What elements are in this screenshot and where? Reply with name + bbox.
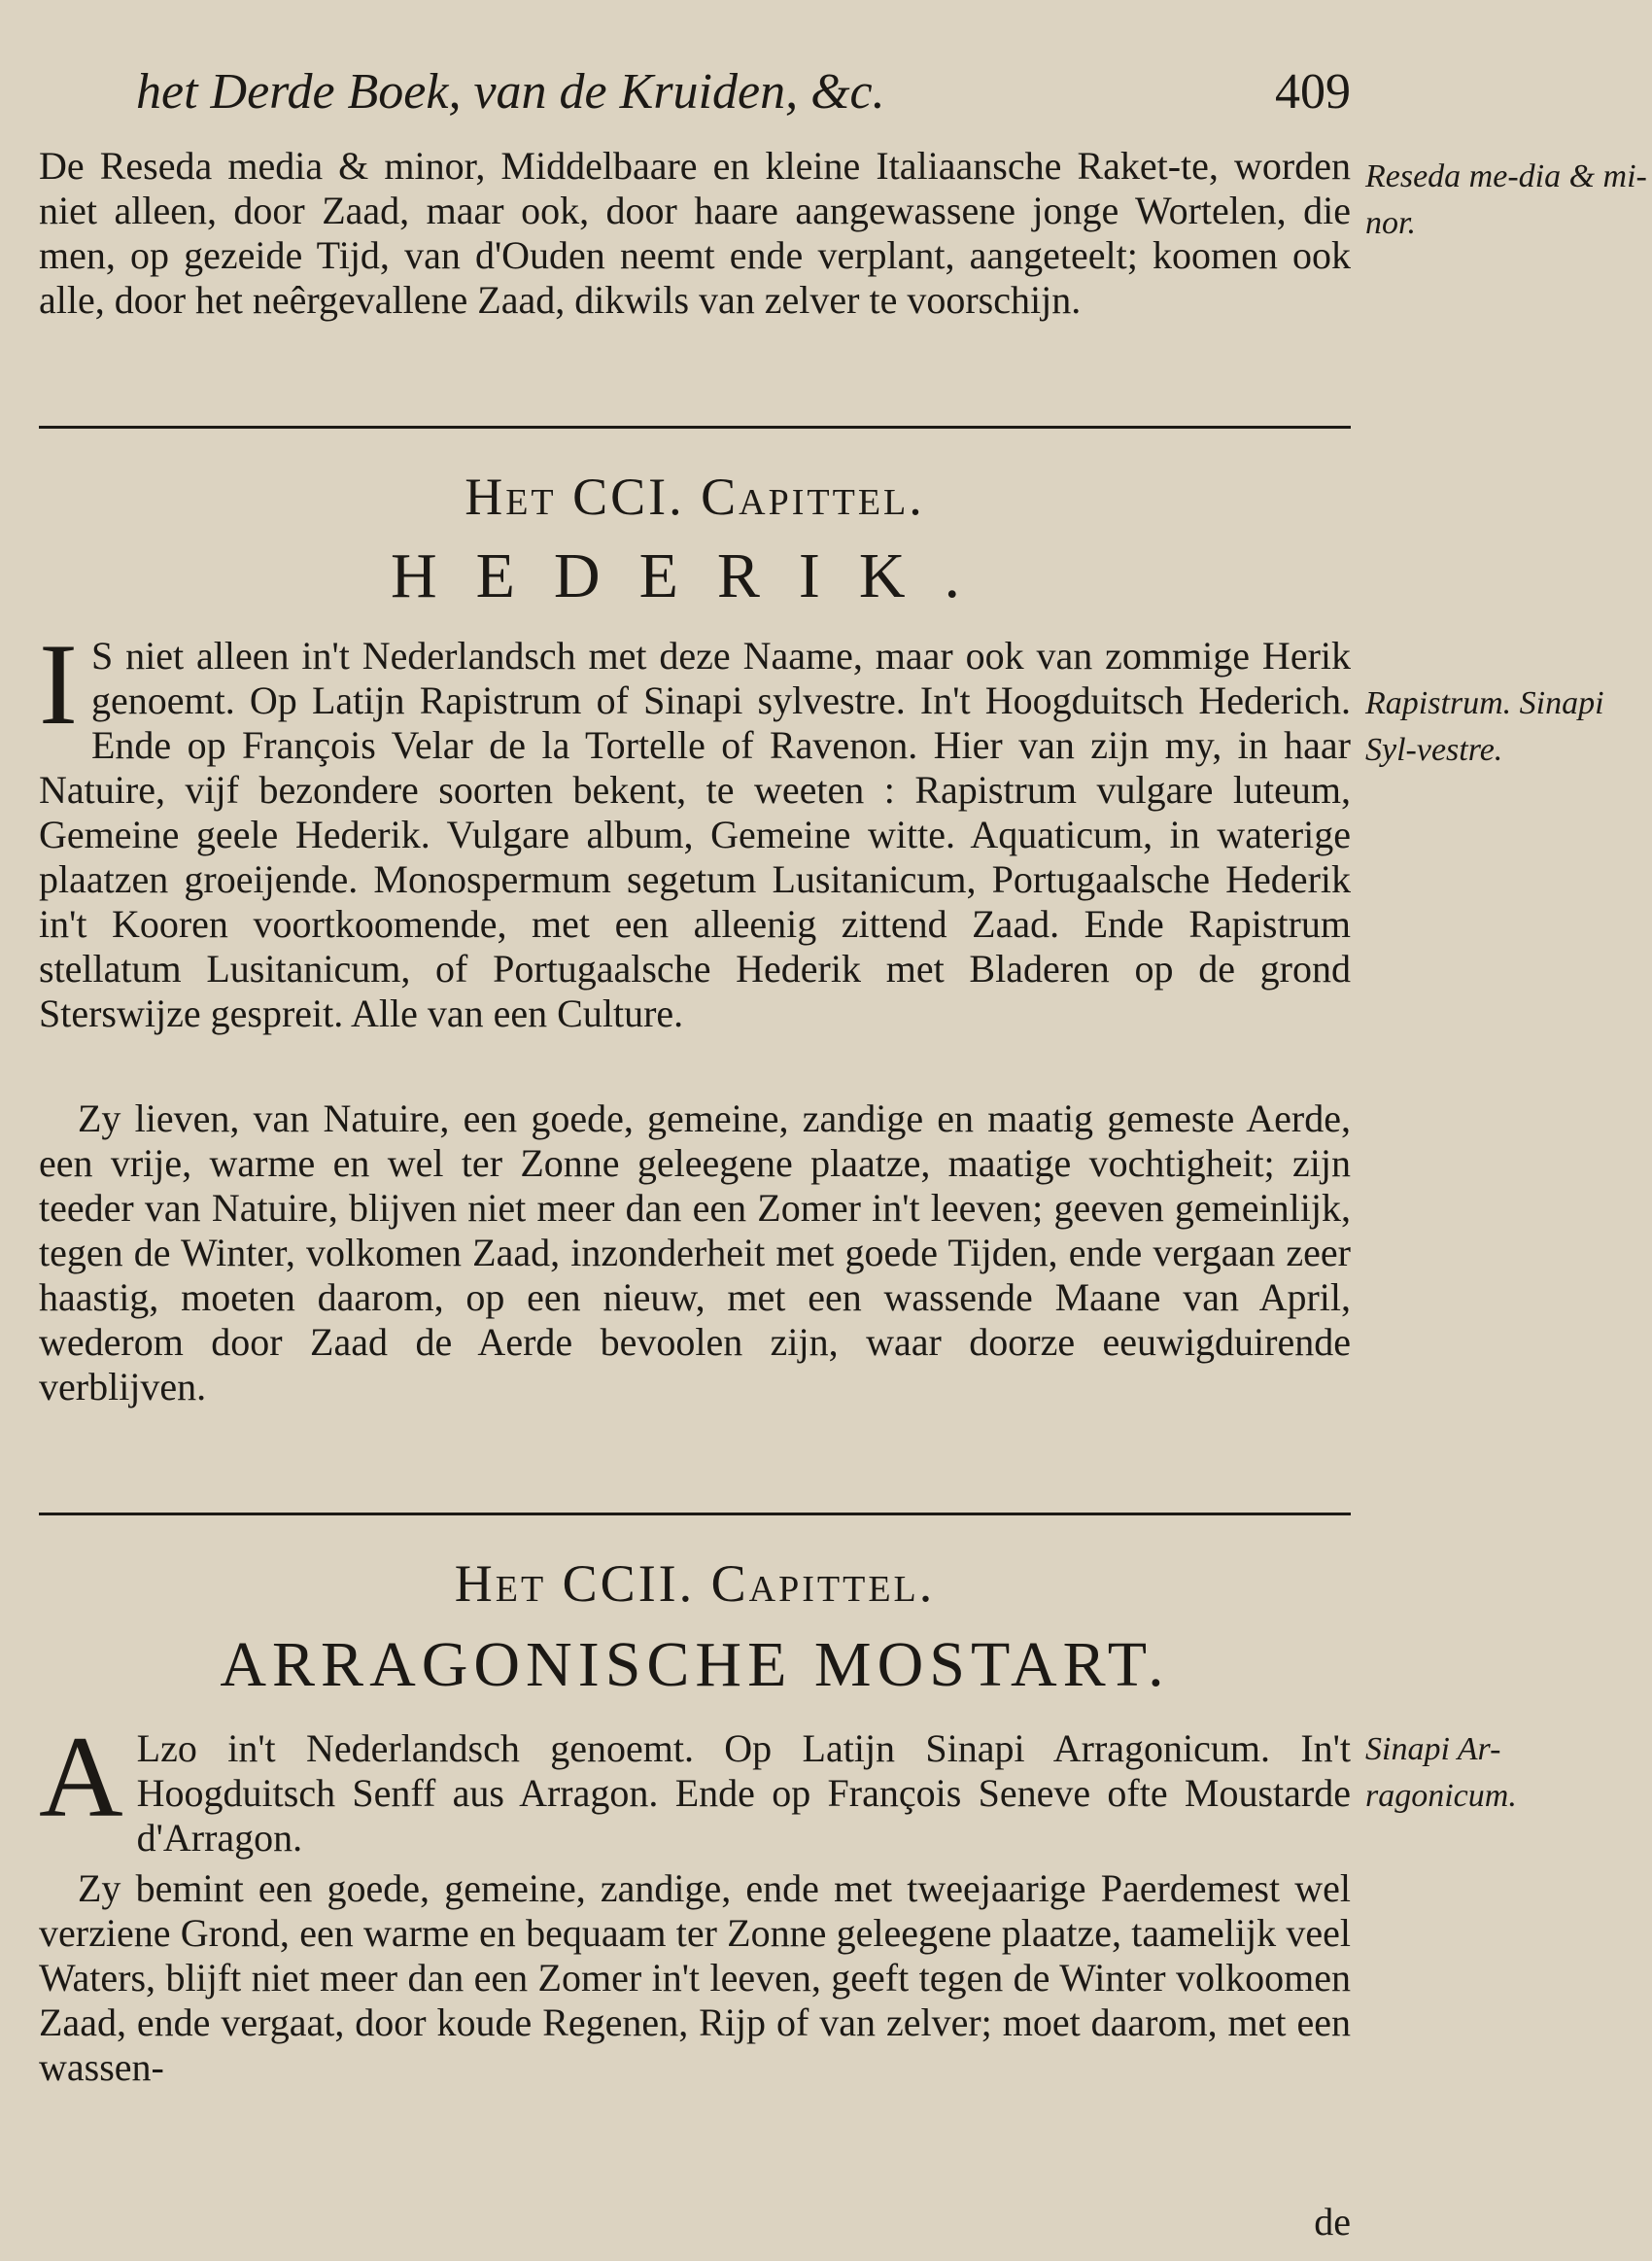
margin-note-sinapi: Sinapi Ar-ragonicum.	[1365, 1731, 1517, 1814]
chapter-heading-cci: Het CCI. Capittel.	[465, 468, 925, 526]
chapter1-paragraph-1	[39, 619, 1351, 1036]
page-number: 409	[1275, 64, 1351, 120]
chapter-title-mostart: ARRAGONISCHE MOSTART.	[220, 1629, 1170, 1700]
chapter1-text-1: S niet alleen in't Nederlandsch met deze Naame, maar ook van zommige Herik genoemt. Op Latijn Rapistrum of Sinapi sylvestre. In't Hoogduitsch Hederich. Ende op François Velar de la Tortelle of Ravenon. Hier van zijn my, in haar Natuire, vijf bezondere soorten bekent, te weeten : Rapistrum vulgare luteum, Gemeine geele Hederik. Vulgare album, Gemeine witte. Aquaticum, in waterige plaatzen groeijende. Monospermum segetum Lusitanicum, Portugaalsche Hederik in't Kooren voortkoomende, met een alleenig zittend Zaad. Ende Rapistrum stellatum Lusitanicum, of Portugaalsche Hederik met Bladeren op de grond Sterswijze gespreit. Alle van een Culture.	[39, 634, 1351, 1035]
chapter2-paragraph-1	[39, 1712, 1351, 1861]
running-header	[136, 58, 1351, 126]
chapter2-text-1: Lzo in't Nederlandsch genoemt. Op Latijn Sinapi Arragonicum. In't Hoogduitsch Senff aus Arragon. Ende op François Seneve ofte Moustarde d'Arragon.	[136, 1726, 1351, 1860]
margin-note-rapistrum: Rapistrum. Sinapi Syl-vestre.	[1365, 685, 1604, 768]
section-divider	[39, 426, 1351, 429]
chapter2-paragraph-2: Zy bemint een goede, gemeine, zandige, ende met tweejaarige Paerdemest wel verziene Grond, een warme en bequaam ter Zonne geleegene plaatze, taamelijk veel Waters, blijft niet meer dan een Zomer in't leeven, geeft tegen de Winter volkoomen Zaad, ende vergaat, door koude Regenen, Rijp of van zelver; moet daarom, met een wassen-	[39, 1866, 1351, 2089]
catchword: de	[1314, 2200, 1351, 2244]
chapter1-paragraph-2: Zy lieven, van Natuire, een goede, gemeine, zandige en maatig gemeste Aerde, een vrije, warme en wel ter Zonne geleegene plaatze, maatige vochtigheit; zijn teeder van Natuire, blijven niet meer dan een Zomer in't leeven; geeven gemeinlijk, tegen de Winter, volkomen Zaad, inzonderheit met goede Tijden, ende vergaan zeer haastig, moeten daarom, op een nieuw, met een wassende Maane van April, wederom door Zaad de Aerde bevoolen zijn, waar doorze eeuwigduirende verblijven.	[39, 1096, 1351, 1409]
section-divider	[39, 1513, 1351, 1515]
running-title: het Derde Boek, van de Kruiden, &c.	[136, 64, 885, 120]
margin-note-reseda: Reseda me-dia & mi-nor.	[1365, 158, 1647, 241]
drop-cap: I	[39, 619, 78, 748]
drop-cap: A	[39, 1712, 123, 1841]
chapter-heading-ccii: Het CCII. Capittel.	[454, 1554, 936, 1613]
intro-paragraph: De Reseda media & minor, Middelbaare en kleine Italiaansche Raket-te, worden niet alleen, door Zaad, maar ook, door haare aangewassene jonge Wortelen, die men, op gezeide Tijd, van d'Ouden neemt ende verplant, aangeteelt; koomen ook alle, door het neêrgevallene Zaad, dikwils van zelver te voorschijn.	[39, 144, 1351, 322]
chapter-title-hederik: HEDERIK.	[390, 540, 1000, 611]
